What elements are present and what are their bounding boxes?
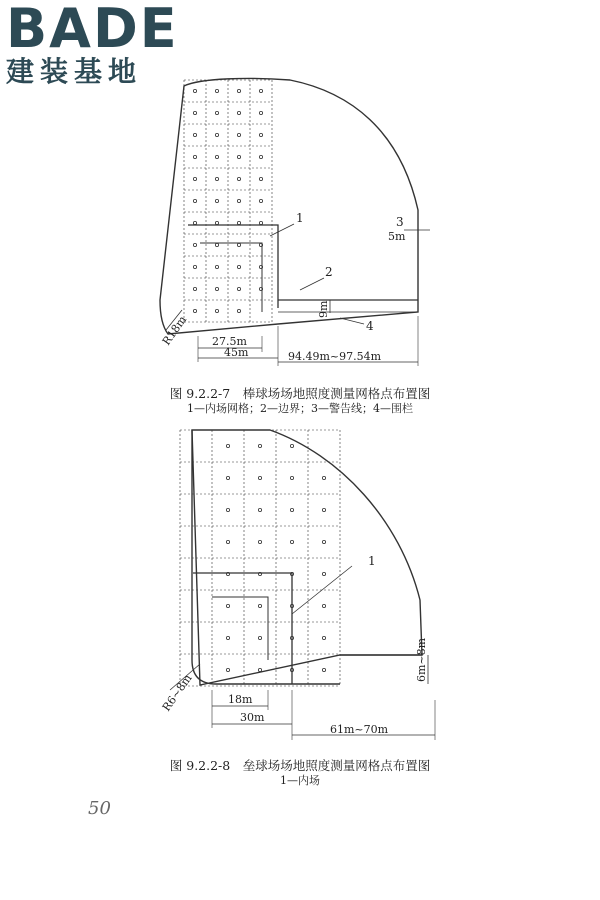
measure-point: [237, 89, 240, 92]
figure1-caption-block: [0, 386, 600, 416]
figure1-legend: 1—内场网格；2—边界；3—警告线；4—围栏: [187, 402, 413, 415]
figure1-leader-2: [300, 278, 324, 290]
figure2-caption-block: [0, 758, 600, 788]
measure-point: [237, 287, 240, 290]
measure-point: [322, 604, 325, 607]
figure2-legend: 1—内场: [280, 774, 320, 787]
measure-point: [290, 540, 293, 543]
figure1-field-outline: [160, 78, 418, 334]
measure-point: [322, 540, 325, 543]
measure-point: [193, 265, 196, 268]
measure-point: [259, 111, 262, 114]
measure-point: [226, 476, 229, 479]
measure-point: [259, 155, 262, 158]
figure2-caption: 图 9.2.2-8 垒球场场地照度测量网格点布置图: [169, 758, 431, 773]
figure2-infield-boundary: [193, 573, 292, 684]
measure-point: [193, 243, 196, 246]
measure-point: [258, 668, 261, 671]
measure-point: [226, 604, 229, 607]
measure-point: [259, 199, 262, 202]
figure1-dim-9m: 9m: [317, 300, 330, 318]
measure-point: [322, 572, 325, 575]
measure-point: [193, 89, 196, 92]
measure-point: [193, 309, 196, 312]
measure-point: [258, 540, 261, 543]
figure1-dim-range: 94.49m~97.54m: [288, 350, 382, 363]
measure-point: [259, 133, 262, 136]
page-number: 50: [88, 798, 111, 819]
figure2-dim-18m: 18m: [228, 693, 253, 706]
figure1-leader-1: [270, 224, 294, 236]
measure-point: [226, 668, 229, 671]
measure-point: [193, 133, 196, 136]
figure2-infield-inner: [212, 597, 268, 660]
figure1-callout-2: 2: [325, 265, 333, 279]
figure2-field-corner: [192, 430, 340, 684]
measure-point: [259, 221, 262, 224]
measure-point: [322, 476, 325, 479]
measure-point: [258, 476, 261, 479]
measure-point: [237, 111, 240, 114]
measure-point: [258, 444, 261, 447]
figure1-caption: 图 9.2.2-7 棒球场场地照度测量网格点布置图: [169, 386, 431, 401]
measure-point: [237, 309, 240, 312]
figure2-callout-1: 1: [368, 554, 376, 568]
measure-point: [237, 177, 240, 180]
figure2-dim-6-8m: 6m~8m: [415, 637, 428, 682]
measure-point: [193, 177, 196, 180]
measure-point: [258, 508, 261, 511]
figure1-infield-boundary: [188, 225, 278, 308]
measure-point: [259, 177, 262, 180]
measure-point: [193, 199, 196, 202]
measure-point: [226, 636, 229, 639]
measure-point: [226, 540, 229, 543]
measure-point: [258, 636, 261, 639]
measure-point: [193, 221, 196, 224]
figure1-drawing: [160, 78, 430, 366]
measure-point: [215, 155, 218, 158]
measure-point: [215, 199, 218, 202]
measure-point: [290, 444, 293, 447]
figure2-dim-range: 61m~70m: [330, 723, 389, 736]
figure1-dim-5m: 5m: [388, 230, 406, 243]
figure1-callout-3: 3: [396, 215, 404, 229]
figure2-drawing: [160, 430, 435, 740]
measure-point: [237, 155, 240, 158]
measure-point: [215, 133, 218, 136]
figure2-field-outline: [192, 430, 422, 685]
measure-point: [322, 508, 325, 511]
measure-point: [259, 89, 262, 92]
measure-point: [193, 111, 196, 114]
logo-wordmark: BADE: [6, 0, 179, 60]
figure1-callout-4: 4: [366, 319, 374, 333]
figure2-dim-30m: 30m: [240, 711, 265, 724]
figure1-callout-1: 1: [296, 211, 304, 225]
measure-point: [215, 243, 218, 246]
logo-subtitle: 建装基地: [6, 55, 143, 88]
measure-point: [258, 604, 261, 607]
measure-point: [237, 265, 240, 268]
measure-point: [215, 265, 218, 268]
measure-point: [215, 287, 218, 290]
measure-point: [215, 111, 218, 114]
figure1-grid: [184, 80, 272, 322]
figure1-dim-45m: 45m: [224, 346, 249, 359]
measure-point: [290, 508, 293, 511]
figure1-dim-27-5m: 27.5m: [212, 335, 247, 348]
measure-point: [237, 199, 240, 202]
measure-point: [322, 636, 325, 639]
measure-point: [215, 89, 218, 92]
measure-point: [226, 444, 229, 447]
figure2-dim-r6-8m: R6~8m: [159, 671, 195, 714]
measure-point: [215, 221, 218, 224]
figure1-leader-4: [340, 318, 364, 324]
measure-point: [322, 668, 325, 671]
measure-point: [290, 476, 293, 479]
measure-point: [215, 177, 218, 180]
measure-point: [237, 221, 240, 224]
measure-point: [237, 243, 240, 246]
measure-point: [193, 287, 196, 290]
measure-point: [226, 508, 229, 511]
measure-point: [215, 309, 218, 312]
measure-point: [237, 133, 240, 136]
figure1-infield-inner: [200, 243, 262, 312]
figure2-grid: [180, 430, 340, 686]
figure1-dim-r18m: R18m: [159, 313, 190, 348]
measure-point: [193, 155, 196, 158]
